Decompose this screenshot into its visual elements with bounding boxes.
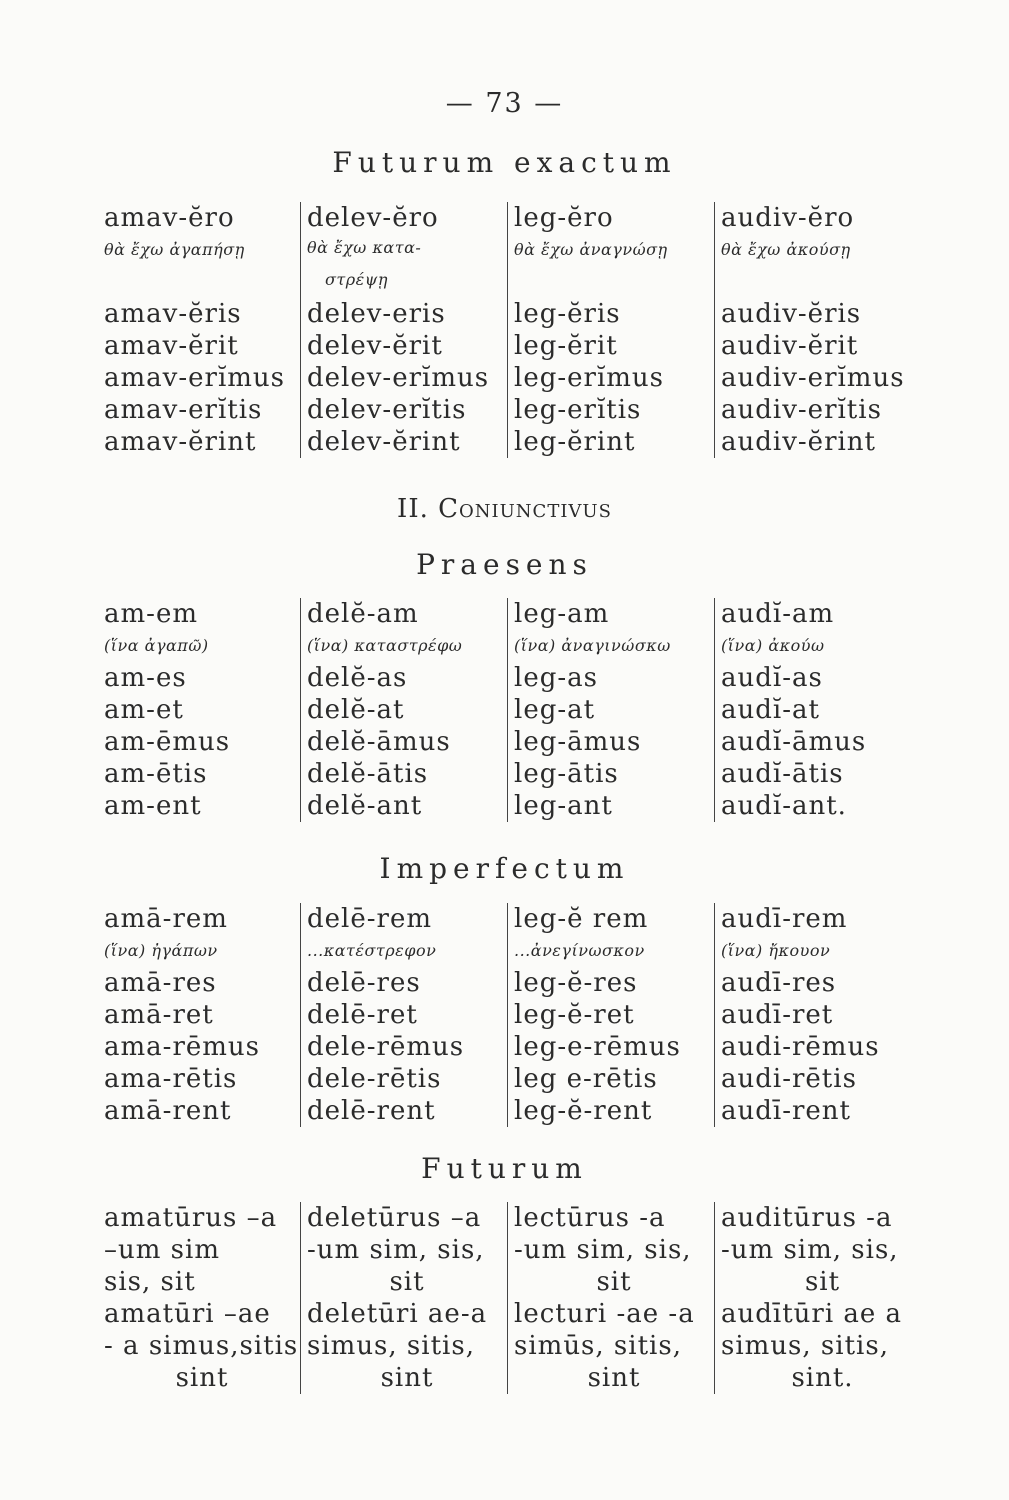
- form: dele-rēmus: [307, 1032, 465, 1062]
- heading-imperfectum: Imperfectum: [379, 852, 630, 885]
- form: delē-rem: [307, 904, 432, 934]
- form: am-ētis: [104, 759, 208, 789]
- greek-translation: (ἵνα ἀγαπῶ): [104, 636, 209, 655]
- form: audĭ-am: [721, 599, 835, 629]
- form: sint: [587, 1363, 641, 1393]
- form: am-es: [104, 663, 187, 693]
- column-deleo: [300, 1202, 507, 1394]
- form: am-em: [104, 599, 198, 629]
- column-deleo: [300, 202, 507, 458]
- form: auditūrus -a: [721, 1203, 893, 1233]
- heading-praesens: Praesens: [416, 548, 593, 581]
- column-deleo: [300, 903, 507, 1127]
- form: delev-ĕrit: [307, 331, 443, 361]
- spacer: [104, 266, 300, 298]
- form: leg-ant: [514, 791, 613, 821]
- column-deleo: [300, 598, 507, 822]
- form: leg-at: [514, 695, 596, 725]
- form: audĭ-ātis: [721, 759, 844, 789]
- column-lego: [507, 598, 714, 822]
- greek-translation: (ἵνα) ἠγάπων: [104, 941, 218, 960]
- form: leg-ĕrit: [514, 331, 618, 361]
- form: audĭ-at: [721, 695, 820, 725]
- form: leg-ĕrint: [514, 427, 636, 457]
- form: -um sim, sis,: [721, 1235, 899, 1265]
- greek-translation: ...ἀνεγίνωσκον: [514, 941, 645, 960]
- heading-futurum-exactum: Futurum exactum: [332, 146, 677, 179]
- column-lego: [507, 903, 714, 1127]
- form: leg-āmus: [514, 727, 642, 757]
- form: sit: [596, 1267, 632, 1297]
- column-lego: [507, 1202, 714, 1394]
- form: am-ēmus: [104, 727, 231, 757]
- form: ama-rēmus: [104, 1032, 260, 1062]
- form: amā-ret: [104, 1000, 214, 1030]
- form: audī-res: [721, 968, 837, 998]
- form: -um sim, sis,: [307, 1235, 485, 1265]
- form: delē-rent: [307, 1096, 436, 1126]
- form: sint: [380, 1363, 434, 1393]
- form: delĕ-āmus: [307, 727, 451, 757]
- form: audī-rem: [721, 904, 848, 934]
- greek-translation: θὰ ἔχω κατα-: [307, 238, 422, 257]
- form: lectūrus -a: [514, 1203, 666, 1233]
- form: delĕ-ātis: [307, 759, 429, 789]
- form: simus, sitis,: [721, 1331, 889, 1361]
- column-amo: [104, 1202, 300, 1394]
- greek-translation: (ἵνα) καταστρέφω: [307, 636, 463, 655]
- form: leg-ĕ-ret: [514, 1000, 635, 1030]
- form: delē-res: [307, 968, 421, 998]
- form: leg-erĭmus: [514, 363, 665, 393]
- column-audio: [714, 903, 924, 1127]
- form: audi-rēmus: [721, 1032, 880, 1062]
- form: delev-erĭtis: [307, 395, 467, 425]
- form: amav-erĭtis: [104, 395, 263, 425]
- greek-translation-cont: στρέψῃ: [325, 270, 388, 289]
- form: sit: [804, 1267, 841, 1297]
- form: delev-ĕrint: [307, 427, 461, 457]
- form: audĭ-ant.: [721, 791, 847, 821]
- form: amatūri –ae: [104, 1299, 271, 1329]
- form: delĕ-am: [307, 599, 419, 629]
- form: audiv-erĭmus: [721, 363, 905, 393]
- form: am-et: [104, 695, 184, 725]
- column-amo: [104, 202, 300, 458]
- form: deletūri ae-a: [307, 1299, 488, 1329]
- greek-translation: (ἵνα) ἤκουον: [721, 941, 831, 960]
- heading-futurum: Futurum: [421, 1152, 588, 1185]
- form: sis, sit: [104, 1267, 196, 1297]
- form: audĭ-āmus: [721, 727, 867, 757]
- form: leg-e-rēmus: [514, 1032, 681, 1062]
- form: lecturi -ae -a: [514, 1299, 695, 1329]
- form: leg-ĕris: [514, 299, 621, 329]
- table-futurum-exactum: [104, 202, 934, 458]
- greek-translation: (ἵνα) ἀκούω: [721, 636, 825, 655]
- form: delē-ret: [307, 1000, 418, 1030]
- form: dele-rētis: [307, 1064, 442, 1094]
- form: –um sim: [104, 1235, 220, 1265]
- form: simus, sitis,: [307, 1331, 475, 1361]
- greek-translation: θὰ ἔχω ἀγαπήσῃ: [104, 240, 245, 259]
- form: audī-rent: [721, 1096, 851, 1126]
- form: amā-rem: [104, 904, 228, 934]
- form: audi-rētis: [721, 1064, 857, 1094]
- greek-translation: θὰ ἔχω ἀκούσῃ: [721, 240, 851, 259]
- greek-translation: θὰ ἔχω ἀναγνώσῃ: [514, 240, 668, 259]
- form: amatūrus –a: [104, 1203, 278, 1233]
- form: simūs, sitis,: [514, 1331, 682, 1361]
- table-praesens: [104, 598, 934, 822]
- form: leg-ātis: [514, 759, 619, 789]
- column-audio: [714, 1202, 924, 1394]
- form: audiv-ĕrit: [721, 331, 859, 361]
- form: amā-res: [104, 968, 217, 998]
- form: -um sim, sis,: [514, 1235, 692, 1265]
- form: am-ent: [104, 791, 202, 821]
- form: delĕ-at: [307, 695, 405, 725]
- form: audiv-ĕrint: [721, 427, 877, 457]
- form: delĕ-ant: [307, 791, 423, 821]
- form: deletūrus –a: [307, 1203, 482, 1233]
- page-number: — 73 —: [445, 88, 564, 119]
- form: - a simus,sitis: [104, 1331, 299, 1361]
- form: sint: [175, 1363, 229, 1393]
- form: delev-ĕro: [307, 203, 439, 233]
- spacer: [721, 266, 924, 298]
- form: audiv-ĕris: [721, 299, 862, 329]
- form: leg e-rētis: [514, 1064, 658, 1094]
- form: audītūri ae a: [721, 1299, 903, 1329]
- greek-translation: (ἵνα) ἀναγινώσκω: [514, 636, 671, 655]
- form: amā-rent: [104, 1096, 232, 1126]
- form: audiv-erĭtis: [721, 395, 882, 425]
- form: amav-ĕrit: [104, 331, 239, 361]
- form: leg-as: [514, 663, 598, 693]
- form: leg-am: [514, 599, 610, 629]
- form: sint.: [791, 1363, 854, 1393]
- form: delev-eris: [307, 299, 446, 329]
- form: audī-ret: [721, 1000, 834, 1030]
- form: audĭ-as: [721, 663, 823, 693]
- form: amav-erĭmus: [104, 363, 286, 393]
- greek-translation: ...κατέστρεφον: [307, 941, 437, 960]
- column-lego: [507, 202, 714, 458]
- form: ama-rētis: [104, 1064, 238, 1094]
- heading-coniunctivus: II. Coniunctivus: [397, 494, 612, 524]
- form: leg-erĭtis: [514, 395, 642, 425]
- column-amo: [104, 903, 300, 1127]
- form: leg-ĕ-rent: [514, 1096, 653, 1126]
- column-audio: [714, 598, 924, 822]
- form: amav-ĕro: [104, 203, 235, 233]
- table-imperfectum: [104, 903, 934, 1127]
- form: leg-ĕ rem: [514, 904, 649, 934]
- table-futurum: [104, 1202, 934, 1394]
- spacer: [514, 266, 714, 298]
- form: leg-ĕ-res: [514, 968, 638, 998]
- form: amav-ĕrint: [104, 427, 257, 457]
- column-amo: [104, 598, 300, 822]
- form: delev-erĭmus: [307, 363, 490, 393]
- form: audiv-ĕro: [721, 203, 855, 233]
- form: leg-ĕro: [514, 203, 614, 233]
- form: delĕ-as: [307, 663, 408, 693]
- form: sit: [389, 1267, 425, 1297]
- form: amav-ĕris: [104, 299, 242, 329]
- column-audio: [714, 202, 924, 458]
